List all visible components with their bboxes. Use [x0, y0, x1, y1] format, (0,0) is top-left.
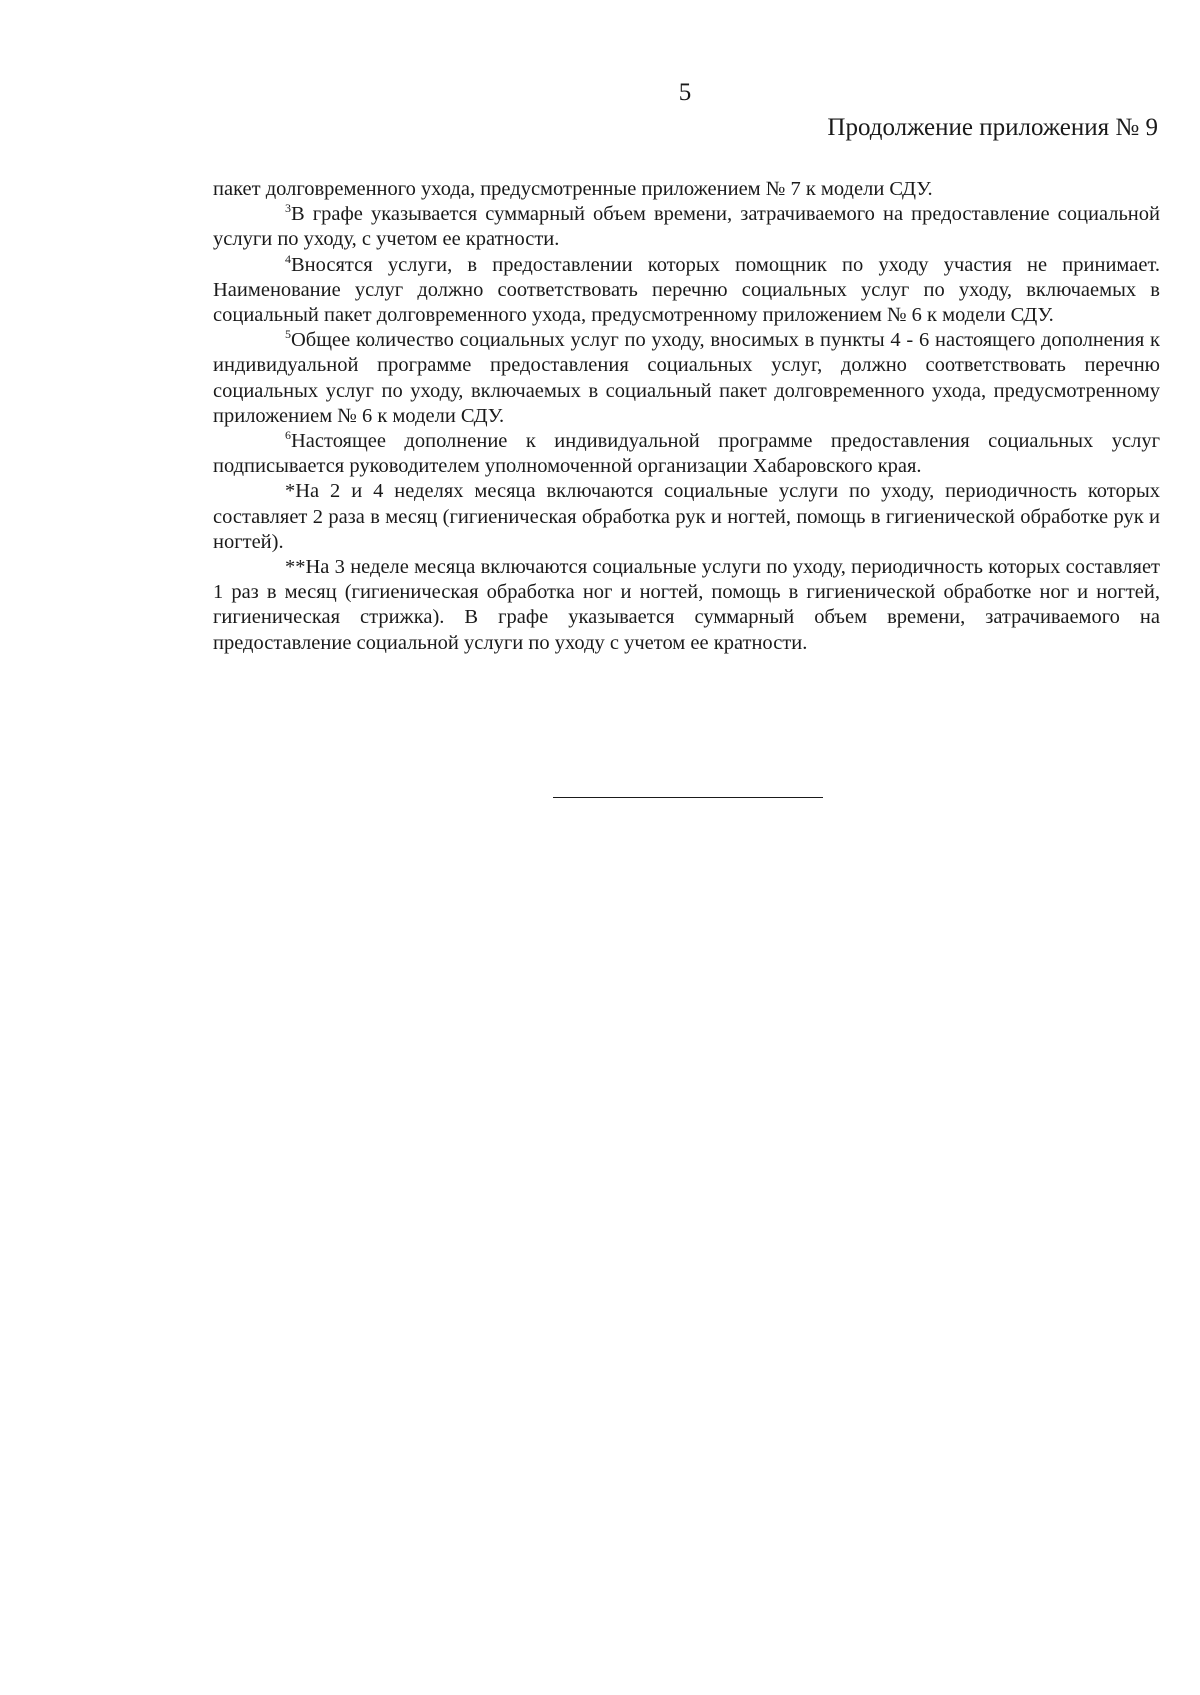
footnotes-body: [213, 177, 1160, 656]
appendix-continuation-title: Продолжение приложения № 9: [827, 114, 1158, 141]
paragraph-text: *На 2 и 4 неделях месяца включаются социальные услуги по уходу, периодичность которых составляет 2 раза в месяц (гигиеническая обработка рук и ногтей, помощь в гигиенической обработке рук и ногтей).: [213, 480, 1160, 553]
paragraph-text: **На 3 неделе месяца включаются социальные услуги по уходу, периодичность которых составляет 1 раз в месяц (гигиеническая обработка ног и ногтей, помощь в гигиенической обработке ног и ногтей, гигиеническая стрижка). В графе указывается суммарный объем времени, затрачиваемого на предоставление социальной услуги по уходу с учетом ее кратности.: [213, 556, 1160, 654]
footnote-marker: 4: [285, 251, 291, 266]
end-of-document-rule: [553, 797, 823, 798]
paragraph-text: В графе указывается суммарный объем времени, затрачиваемого на предоставление социальной услуги по уходу, с учетом ее кратности.: [213, 203, 1160, 251]
footnote-3: [213, 202, 1160, 252]
paragraph-text: Общее количество социальных услуг по уходу, вносимых в пункты 4 - 6 настоящего дополнения к индивидуальной программе предоставления социальных услуг, должно соответствовать перечню социальных услуг по уходу, включаемых в социальный пакет долговременного ухода, предусмотренному приложением № 6 к модели СДУ.: [213, 329, 1160, 427]
footnote-marker: 3: [285, 201, 291, 216]
footnote-double-asterisk: [213, 555, 1160, 656]
page-number: 5: [678, 79, 692, 106]
footnote-marker: 6: [285, 428, 291, 443]
footnote-asterisk: [213, 479, 1160, 555]
footnote-4: [213, 253, 1160, 329]
footnote-5: [213, 328, 1160, 429]
paragraph-text: Настоящее дополнение к индивидуальной программе предоставления социальных услуг подписывается руководителем уполномоченной организации Хабаровского края.: [213, 430, 1160, 478]
paragraph-text: Вносятся услуги, в предоставлении которых помощник по уходу участия не принимает. Наименование услуг должно соответствовать перечню социальных услуг по уходу, включаемых в социальный пакет долговременного ухода, предусмотренному приложением № 6 к модели СДУ.: [213, 253, 1160, 327]
footnote-6: [213, 429, 1160, 479]
footnote-paragraph-continuation: [213, 177, 1160, 202]
paragraph-text: пакет долговременного ухода, предусмотренные приложением № 7 к модели СДУ.: [213, 178, 933, 200]
footnote-marker: 5: [285, 327, 291, 342]
